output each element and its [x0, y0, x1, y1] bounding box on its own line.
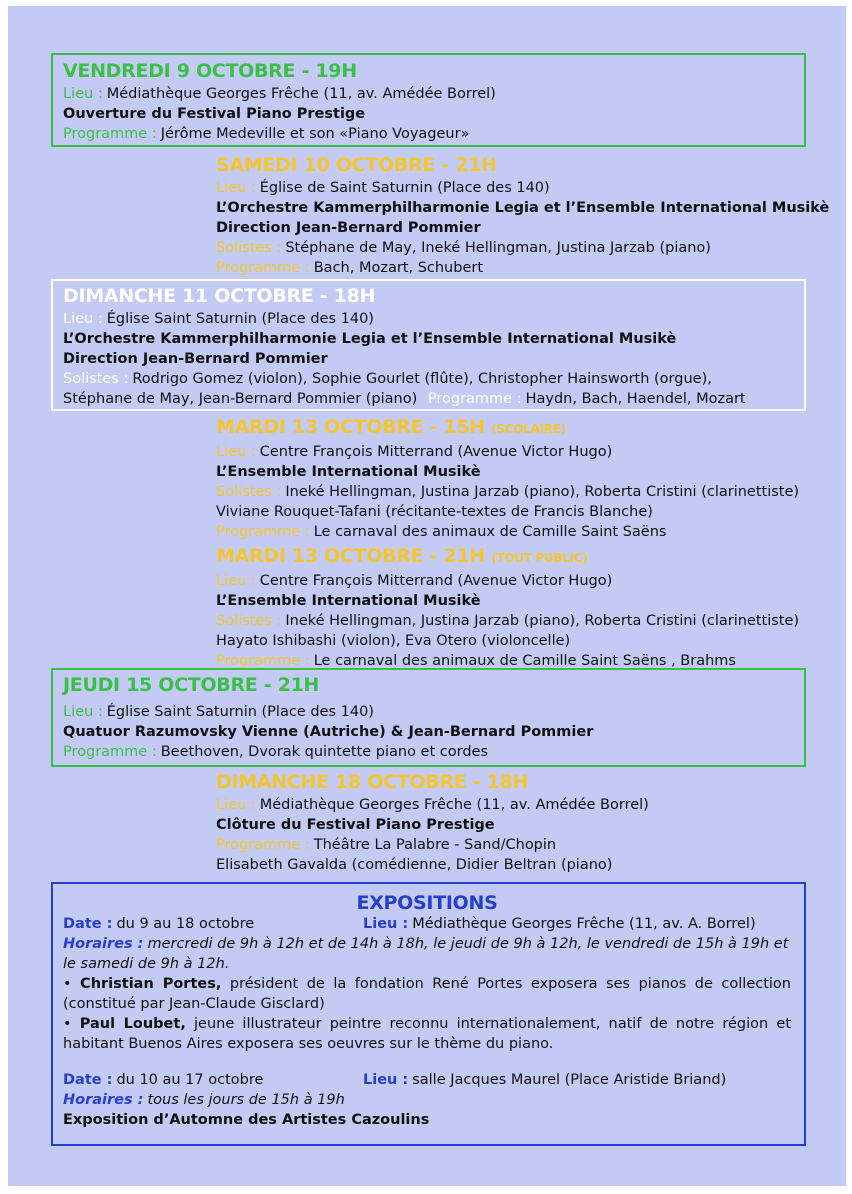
date-label: Date :	[63, 916, 113, 932]
date-label: Date :	[63, 1072, 113, 1088]
event-title: VENDREDI 9 OCTOBRE - 19H	[63, 60, 357, 82]
solistes-value: Rodrigo Gomez (violon), Sophie Gourlet (flûte), Christopher Hainsworth (orgue),	[132, 371, 712, 387]
lieu-value: Église Saint Saturnin (Place des 140)	[106, 704, 374, 720]
event-headline-2: Direction Jean-Bernard Pommier	[216, 220, 481, 236]
lieu-value: salle Jacques Maurel (Place Aristide Briand)	[412, 1072, 727, 1088]
horaires-label: Horaires :	[63, 1092, 144, 1108]
lieu-value: Église Saint Saturnin (Place des 140)	[106, 311, 374, 327]
expositions-content	[63, 892, 791, 1130]
exhibitor-paul-loubet: • Paul Loubet, jeune illustrateur peintre reconnu internationalement, natif de notre région et habitant Buenos Aires exposera ses oeuvres sur le thème du piano.	[63, 1016, 792, 1052]
event-mardi-21h	[216, 543, 799, 671]
solistes-value: Stéphane de May, Ineké Hellingman, Justina Jarzab (piano)	[285, 240, 711, 256]
solistes-value-2: Viviane Rouquet-Tafani (récitante-textes de Francis Blanche)	[216, 504, 653, 520]
solistes-value: Ineké Hellingman, Justina Jarzab (piano), Roberta Cristini (clarinettiste)	[285, 613, 800, 629]
programme-value: Beethoven, Dvorak quintette piano et cordes	[160, 744, 489, 760]
programme-value: Théâtre La Palabre - Sand/Chopin	[313, 837, 557, 853]
lieu-label: Lieu :	[63, 704, 103, 720]
lieu-label: Lieu :	[63, 86, 103, 102]
event-title: MARDI 13 OCTOBRE - 21H	[216, 545, 485, 567]
event-title: MARDI 13 OCTOBRE - 15H	[216, 416, 485, 438]
lieu-label: Lieu :	[216, 573, 256, 589]
solistes-value: Ineké Hellingman, Justina Jarzab (piano), Roberta Cristini (clarinettiste)	[285, 484, 800, 500]
lieu-label: Lieu :	[216, 180, 256, 196]
event-headline: Quatuor Razumovsky Vienne (Autriche) & Jean-Bernard Pommier	[63, 724, 594, 740]
programme-label: Programme :	[63, 126, 157, 142]
exhibitor-name: Christian Portes,	[80, 976, 222, 992]
solistes-label: Solistes :	[216, 484, 282, 500]
programme-label: Programme :	[216, 524, 310, 540]
event-headline-2: Direction Jean-Bernard Pommier	[63, 351, 328, 367]
programme-label: Programme :	[63, 744, 157, 760]
solistes-label: Solistes :	[216, 613, 282, 629]
horaires-value: mercredi de 9h à 12h et de 14h à 18h, le jeudi de 9h à 12h, le vendredi de 15h à 19h et le samedi de 9h à 12h.	[63, 936, 789, 972]
event-jeudi	[63, 672, 593, 762]
event-headline: Ouverture du Festival Piano Prestige	[63, 106, 366, 122]
date-value: du 9 au 18 octobre	[116, 916, 255, 932]
event-dimanche-11	[63, 283, 746, 409]
event-title: DIMANCHE 18 OCTOBRE - 18H	[216, 771, 529, 793]
date-value: du 10 au 17 octobre	[116, 1072, 264, 1088]
solistes-value-2: Stéphane de May, Jean-Bernard Pommier (piano)	[63, 391, 418, 407]
event-dimanche-18	[216, 769, 649, 875]
event-samedi	[216, 152, 829, 278]
expositions-box	[51, 882, 806, 1146]
programme-value: Le carnaval des animaux de Camille Saint Saëns , Brahms	[313, 653, 736, 669]
event-title: DIMANCHE 11 OCTOBRE - 18H	[63, 285, 376, 307]
lieu-value: Médiathèque Georges Frêche (11, av. Amédée Borrel)	[106, 86, 496, 102]
solistes-label: Solistes :	[63, 371, 129, 387]
horaires-value: tous les jours de 15h à 19h	[147, 1092, 345, 1108]
programme-label: Programme :	[427, 391, 522, 407]
lieu-label: Lieu :	[363, 916, 409, 932]
lieu-label: Lieu :	[216, 797, 256, 813]
lieu-value: Médiathèque Georges Frêche (11, av. Amédée Borrel)	[259, 797, 649, 813]
event-headline: L’Ensemble International Musikè	[216, 593, 481, 609]
event-headline: Clôture du Festival Piano Prestige	[216, 817, 495, 833]
programme-value: Haydn, Bach, Haendel, Mozart	[525, 391, 746, 407]
exhibitor-text: président de la fondation René Portes exposera ses pianos de collection (constitué par Jean-Claude Gisclard)	[63, 976, 791, 1012]
event-headline: L’Ensemble International Musikè	[216, 464, 481, 480]
exposition-headline: Exposition d’Automne des Artistes Cazoulins	[63, 1112, 430, 1128]
programme-value: Bach, Mozart, Schubert	[313, 260, 484, 276]
exhibitor-text: jeune illustrateur peintre reconnu internationalement, natif de notre région et habitant Buenos Aires exposera ses oeuvres sur le thème du piano.	[63, 1016, 792, 1052]
lieu-value: Centre François Mitterrand (Avenue Victor Hugo)	[259, 573, 613, 589]
event-headline: L’Orchestre Kammerphilharmonie Legia et l’Ensemble International Musikè	[63, 331, 677, 347]
horaires-label: Horaires :	[63, 936, 144, 952]
event-title: JEUDI 15 OCTOBRE - 21H	[63, 674, 320, 696]
event-title: SAMEDI 10 OCTOBRE - 21H	[216, 154, 497, 176]
lieu-value: Église de Saint Saturnin (Place des 140)	[259, 180, 550, 196]
expositions-title: EXPOSITIONS	[356, 892, 498, 914]
programme-value-2: Elisabeth Gavalda (comédienne, Didier Beltran (piano)	[216, 857, 613, 873]
event-mardi-15h	[216, 414, 799, 542]
lieu-label: Lieu :	[363, 1072, 409, 1088]
exhibitor-name: Paul Loubet,	[79, 1016, 186, 1032]
event-title-note: (TOUT PUBLIC)	[491, 551, 588, 565]
exhibitor-christian-portes: • Christian Portes, président de la fondation René Portes exposera ses pianos de collection (constitué par Jean-Claude Gisclard)	[63, 976, 791, 1012]
lieu-label: Lieu :	[63, 311, 103, 327]
lieu-label: Lieu :	[216, 444, 256, 460]
lieu-value: Centre François Mitterrand (Avenue Victor Hugo)	[259, 444, 613, 460]
programme-label: Programme :	[216, 260, 310, 276]
programme-value: Le carnaval des animaux de Camille Saint Saëns	[313, 524, 667, 540]
lieu-value: Médiathèque Georges Frêche (11, av. A. Borrel)	[412, 916, 756, 932]
programme-label: Programme :	[216, 653, 310, 669]
festival-program-page	[8, 6, 846, 1186]
solistes-label: Solistes :	[216, 240, 282, 256]
programme-label: Programme :	[216, 837, 310, 853]
event-vendredi	[63, 58, 496, 144]
event-title-note: (SCOLAIRE)	[491, 422, 566, 436]
solistes-value-2: Hayato Ishibashi (violon), Eva Otero (violoncelle)	[216, 633, 571, 649]
event-headline: L’Orchestre Kammerphilharmonie Legia et l’Ensemble International Musikè	[216, 200, 830, 216]
programme-value: Jérôme Medeville et son «Piano Voyageur»	[160, 126, 470, 142]
